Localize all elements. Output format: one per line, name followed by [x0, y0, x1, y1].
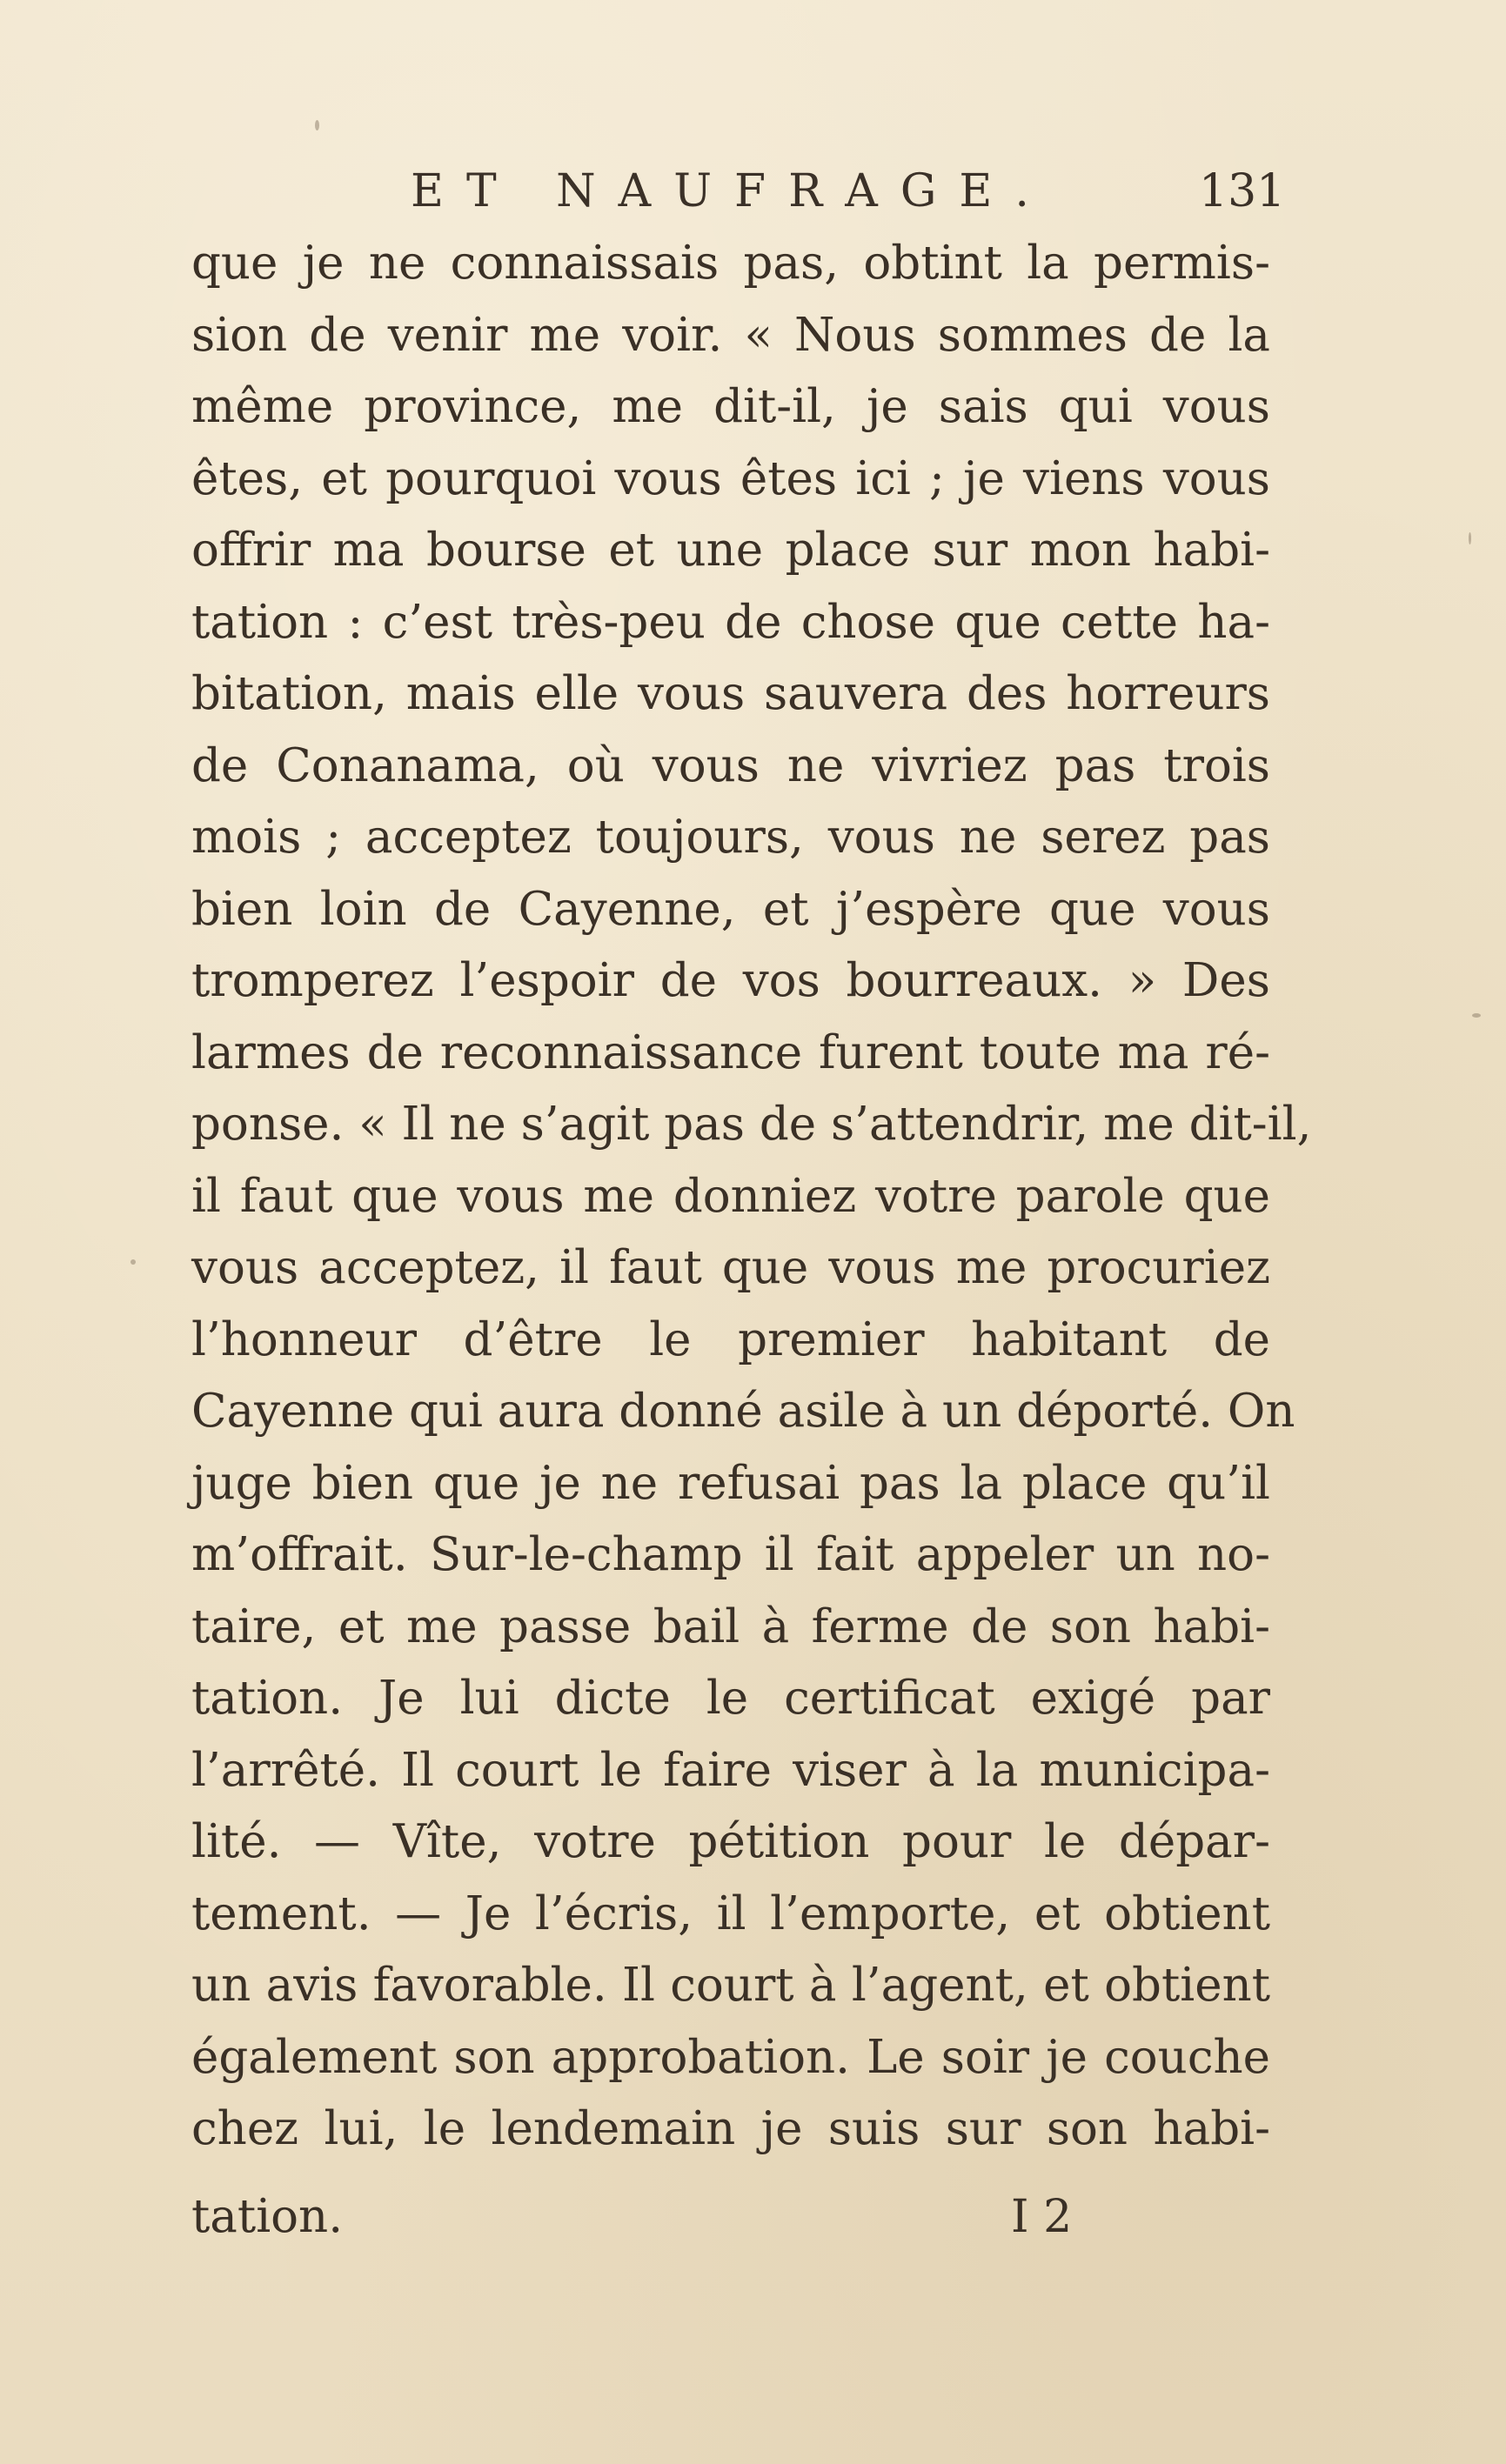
- text-line: bitation, mais elle vous sauvera des horreurs: [191, 667, 1270, 720]
- paper-speck: [1469, 532, 1471, 544]
- paper-speck: [315, 120, 319, 130]
- text-line: vous acceptez, il faut que vous me procuriez: [191, 1241, 1270, 1294]
- text-line: chez lui, le lendemain je suis sur son habi-: [191, 2102, 1270, 2155]
- text-line: que je ne connaissais pas, obtint la permis-: [191, 237, 1270, 290]
- text-line: offrir ma bourse et une place sur mon habi-: [191, 524, 1270, 577]
- text-line: tation. Je lui dicte le certificat exigé par: [191, 1672, 1270, 1725]
- text-line: Cayenne qui aura donné asile à un déporté. On: [191, 1385, 1295, 1438]
- text-line: l’arrêté. Il court le faire viser à la municipa-: [191, 1743, 1270, 1797]
- text-line: même province, me dit-il, je sais qui vous: [191, 380, 1270, 433]
- signature-mark: I 2: [1011, 2191, 1073, 2243]
- page-number: 131: [1199, 165, 1286, 217]
- text-line: bien loin de Cayenne, et j’espère que vous: [191, 882, 1270, 936]
- text-line: l’honneur d’être le premier habitant de: [191, 1312, 1270, 1366]
- text-line: un avis favorable. Il court à l’agent, et obtient: [191, 1959, 1270, 2012]
- text-line: tement. — Je l’écris, il l’emporte, et obtient: [191, 1886, 1270, 1940]
- page-footer: [191, 2181, 1270, 2253]
- text-line: larmes de reconnaissance furent toute ma ré-: [191, 1025, 1270, 1079]
- text-line: tation : c’est très-peu de chose que cette ha-: [191, 595, 1270, 649]
- text-line: mois ; acceptez toujours, vous ne serez pas: [191, 811, 1270, 864]
- paper-speck: [1472, 1013, 1481, 1018]
- running-title: ET NAUFRAGE.: [411, 165, 1052, 217]
- text-line: également son approbation. Le soir je couche: [191, 2030, 1270, 2084]
- text-line: il faut que vous me donniez votre parole que: [191, 1169, 1270, 1223]
- text-line: sion de venir me voir. « Nous sommes de la: [191, 308, 1270, 362]
- text-line: de Conanama, où vous ne vivriez pas trois: [191, 738, 1270, 792]
- final-text-line: tation.: [191, 2190, 344, 2243]
- text-line: ponse. « Il ne s’agit pas de s’attendrir, me dit-il,: [191, 1098, 1312, 1151]
- text-line: lité. — Vîte, votre pétition pour le dépar-: [191, 1815, 1270, 1868]
- text-line: êtes, et pourquoi vous êtes ici ; je viens vous: [191, 451, 1270, 505]
- page-header: [0, 161, 1506, 222]
- text-line: taire, et me passe bail à ferme de son habi-: [191, 1599, 1270, 1653]
- text-line: m’offrait. Sur-le-champ il fait appeler un no-: [191, 1528, 1270, 1581]
- text-line: juge bien que je ne refusai pas la place qu’il: [191, 1456, 1270, 1510]
- paper-speck: [131, 1259, 136, 1265]
- text-line: tromperez l’espoir de vos bourreaux. » Des: [191, 954, 1270, 1007]
- body-text: [191, 228, 1312, 2166]
